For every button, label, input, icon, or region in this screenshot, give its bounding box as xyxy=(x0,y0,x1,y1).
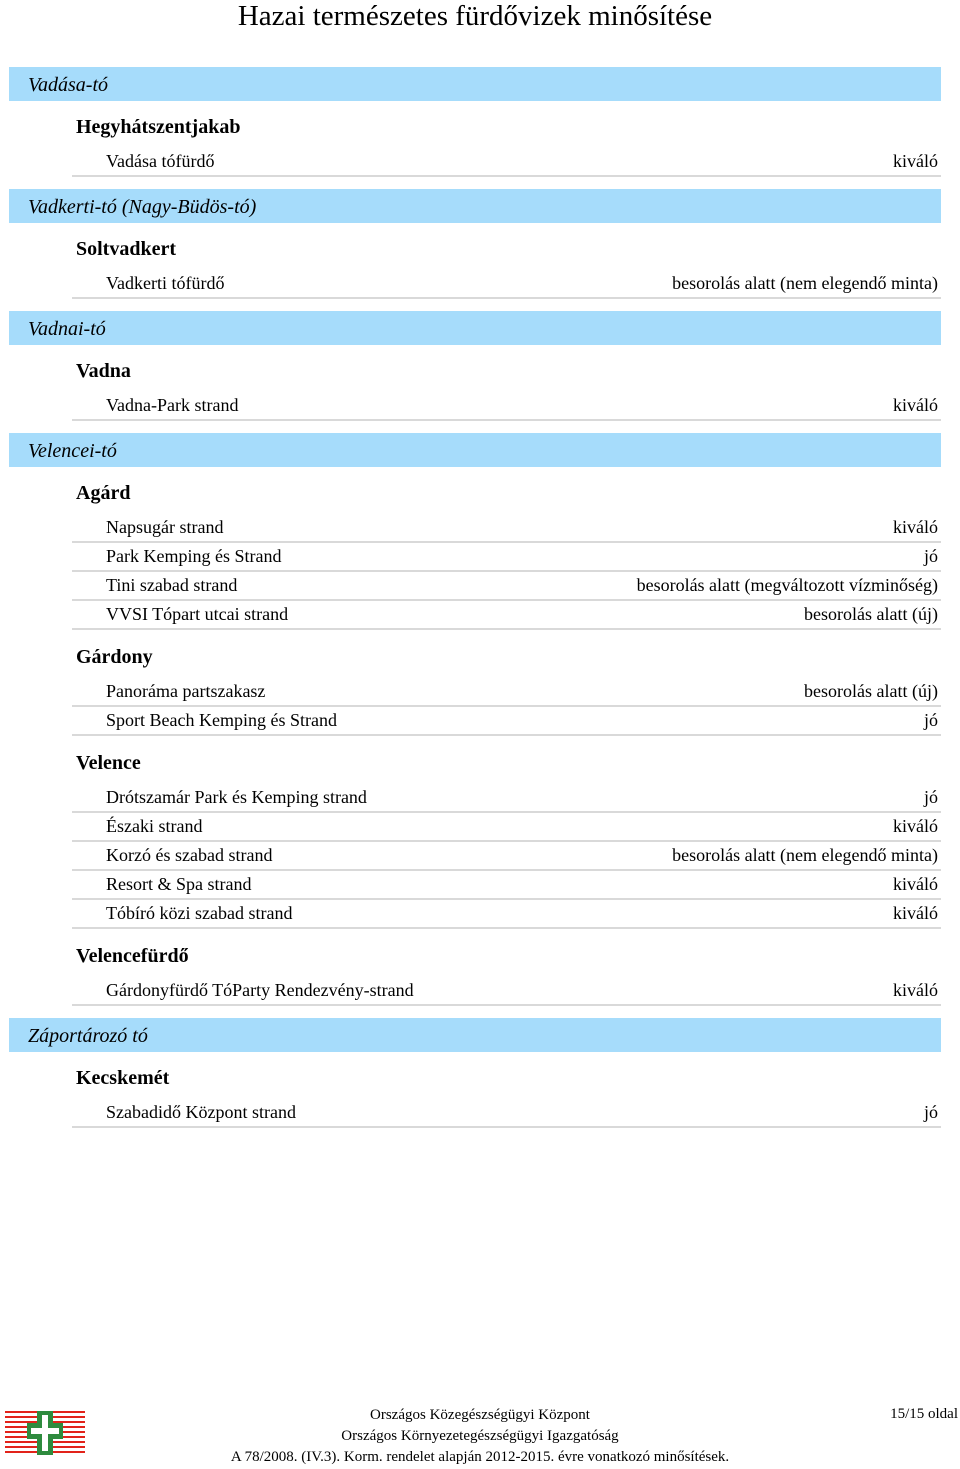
lake-header: Velencei-tó xyxy=(9,433,941,467)
lake-group xyxy=(9,67,941,177)
beach-list xyxy=(72,511,941,630)
town-name: Vadna xyxy=(76,360,131,382)
beach-rating: kiváló xyxy=(893,903,938,923)
beach-name: Napsugár strand xyxy=(106,517,224,537)
beach-rating: besorolás alatt (új) xyxy=(804,681,938,701)
page-number: 15/15 oldal xyxy=(890,1406,958,1422)
lake-header: Vadkerti-tó (Nagy-Büdös-tó) xyxy=(9,189,941,223)
beach-row xyxy=(72,541,941,570)
town-name: Velence xyxy=(76,752,141,774)
beach-rating: besorolás alatt (új) xyxy=(804,604,938,624)
beach-list xyxy=(72,389,941,421)
beach-row xyxy=(72,869,941,898)
beach-row xyxy=(72,570,941,599)
beach-name: Szabadidő Központ strand xyxy=(106,1102,296,1122)
footer-directorate: Országos Környezetegészségügyi Igazgatóság xyxy=(341,1428,619,1444)
footer-institute: Országos Közegészségügyi Központ xyxy=(370,1407,590,1423)
beach-name: Északi strand xyxy=(106,816,203,836)
beach-name: Gárdonyfürdő TóParty Rendezvény-strand xyxy=(106,980,414,1000)
beach-rating: jó xyxy=(923,710,938,730)
beach-list xyxy=(72,267,941,299)
beach-rating: jó xyxy=(923,787,938,807)
beach-name: Park Kemping és Strand xyxy=(106,546,282,566)
beach-row xyxy=(72,514,941,541)
beach-row xyxy=(72,811,941,840)
beach-row xyxy=(72,599,941,628)
beach-row xyxy=(72,840,941,869)
beach-rating: jó xyxy=(923,546,938,566)
beach-name: Tóbíró közi szabad strand xyxy=(106,903,293,923)
lake-group xyxy=(9,311,941,421)
beach-row xyxy=(72,148,941,175)
beach-name: Sport Beach Kemping és Strand xyxy=(106,710,337,730)
beach-row xyxy=(72,898,941,927)
beach-rating: besorolás alatt (nem elegendő minta) xyxy=(672,273,938,293)
beach-row xyxy=(72,678,941,705)
town-name: Kecskemét xyxy=(76,1067,170,1089)
lake-group xyxy=(9,1018,941,1128)
beach-rating: besorolás alatt (megváltozott vízminőség) xyxy=(636,575,938,595)
lake-header: Záportározó tó xyxy=(9,1018,941,1052)
lake-header: Vadása-tó xyxy=(9,67,941,101)
beach-list xyxy=(72,781,941,929)
town-name: Agárd xyxy=(76,482,131,504)
beach-rating: kiváló xyxy=(893,395,938,415)
beach-list xyxy=(72,974,941,1006)
beach-row xyxy=(72,705,941,734)
footer-regulation: A 78/2008. (IV.3). Korm. rendelet alapján 2012-2015. évre vonatkozó minősítések. xyxy=(230,1449,730,1465)
beach-row xyxy=(72,977,941,1004)
lake-group xyxy=(9,189,941,299)
beach-name: Tini szabad strand xyxy=(106,575,238,595)
beach-name: Drótszamár Park és Kemping strand xyxy=(106,787,367,807)
beach-name: Resort & Spa strand xyxy=(106,874,252,894)
town-name: Velencefürdő xyxy=(76,945,189,967)
beach-rating: besorolás alatt (nem elegendő minta) xyxy=(672,845,938,865)
beach-name: Vadkerti tófürdő xyxy=(106,273,225,293)
lake-header: Vadnai-tó xyxy=(9,311,941,345)
town-name: Soltvadkert xyxy=(76,238,176,260)
beach-list xyxy=(72,675,941,736)
beach-row xyxy=(72,784,941,811)
beach-list xyxy=(72,1096,941,1128)
beach-list xyxy=(72,145,941,177)
beach-row xyxy=(72,392,941,419)
rating-list xyxy=(9,67,941,1140)
beach-rating: kiváló xyxy=(893,874,938,894)
beach-name: Korzó és szabad strand xyxy=(106,845,273,865)
beach-rating: jó xyxy=(923,1102,938,1122)
beach-name: Vadna-Park strand xyxy=(106,395,239,415)
beach-name: Panoráma partszakasz xyxy=(106,681,266,701)
lake-group xyxy=(9,433,941,1006)
beach-rating: kiváló xyxy=(893,517,938,537)
beach-rating: kiváló xyxy=(893,816,938,836)
town-name: Gárdony xyxy=(76,646,153,668)
beach-rating: kiváló xyxy=(893,151,938,171)
town-name: Hegyhátszentjakab xyxy=(76,116,241,138)
beach-name: Vadása tófürdő xyxy=(106,151,215,171)
beach-row xyxy=(72,1099,941,1126)
beach-name: VVSI Tópart utcai strand xyxy=(106,604,289,624)
beach-rating: kiváló xyxy=(893,980,938,1000)
beach-row xyxy=(72,270,941,297)
page-title: Hazai természetes fürdővizek minősítése xyxy=(237,0,713,32)
